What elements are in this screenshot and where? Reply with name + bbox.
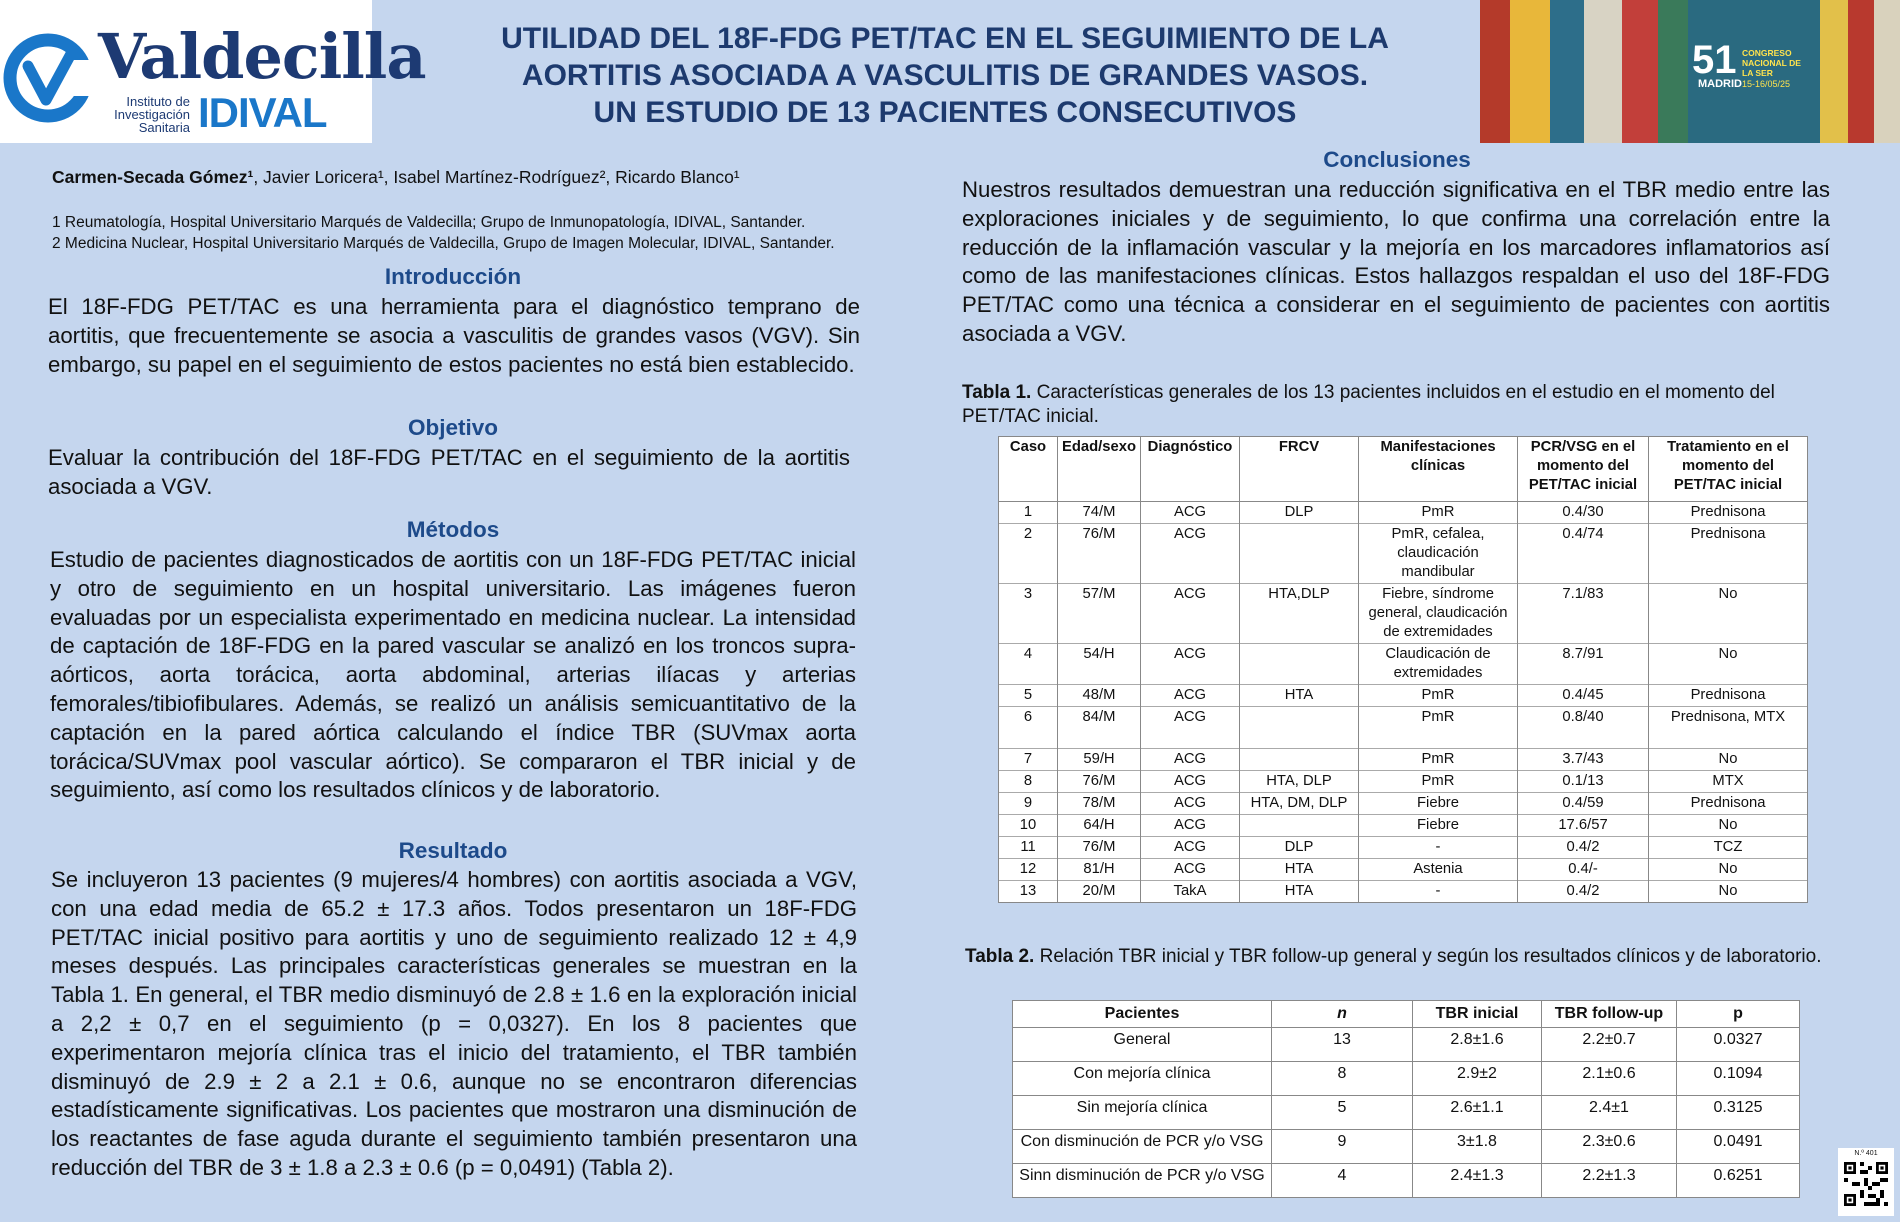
table-cell: 13 [1272,1028,1413,1062]
table-cell: HTA, DM, DLP [1240,793,1359,815]
table-cell: 0.4/2 [1518,881,1649,903]
table-cell: 74/M [1058,502,1141,524]
banner-stripe [1550,0,1584,143]
table-cell: 78/M [1058,793,1141,815]
table2-label: Tabla 2. [965,946,1035,967]
table-cell: HTA,DLP [1240,584,1359,644]
table-header: Diagnóstico [1141,437,1240,502]
table-cell: Prednisona [1649,524,1808,584]
table-cell: 0.0491 [1677,1130,1800,1164]
table-row [1013,1130,1800,1164]
table-cell: 0.4/2 [1518,837,1649,859]
table-cell: ACG [1141,644,1240,685]
table-header: FRCV [1240,437,1359,502]
table-header: n [1272,1001,1413,1028]
table-cell: ACG [1141,749,1240,771]
table-cell: MTX [1649,771,1808,793]
table-cell: 0.4/30 [1518,502,1649,524]
table-cell: 81/H [1058,859,1141,881]
table-cell: 0.1/13 [1518,771,1649,793]
table-row [1013,1062,1800,1096]
table-cell: 2.6±1.1 [1413,1096,1542,1130]
table-cell: General [1013,1028,1272,1062]
table-cell: ACG [1141,685,1240,707]
table-cell: 6 [999,707,1058,749]
table-cell: No [1649,859,1808,881]
table-cell: 57/M [1058,584,1141,644]
banner-stripe [1874,0,1900,143]
table-cell: Fiebre [1359,815,1518,837]
methods-heading: Métodos [406,517,500,542]
table-cell: ACG [1141,502,1240,524]
table-cell: 2.1±0.6 [1542,1062,1677,1096]
table-cell: 0.8/40 [1518,707,1649,749]
table-cell: 2.4±1 [1542,1096,1677,1130]
table-cell: No [1649,644,1808,685]
table-row [999,524,1808,584]
first-author: Carmen-Secada Gómez¹ [52,167,254,187]
banner-stripe [1848,0,1874,143]
table-cell: ACG [1141,771,1240,793]
affiliations [52,212,835,254]
table-cell: 1 [999,502,1058,524]
table-cell: 48/M [1058,685,1141,707]
table1-caption [962,381,1832,429]
logo-wordmark: Valdecilla [98,20,426,93]
table-cell: PmR [1359,707,1518,749]
banner-stripe [1510,0,1550,143]
table-cell [1240,644,1359,685]
table-row [999,685,1808,707]
table-cell: No [1649,881,1808,903]
logo-idival: IDIVAL [198,89,327,136]
results-heading: Resultado [398,838,508,863]
table2-caption-text: Relación TBR inicial y TBR follow-up general y según los resultados clínicos y de laboratorio. [1034,946,1822,967]
table-cell: 76/M [1058,771,1141,793]
table-cell: 0.4/74 [1518,524,1649,584]
patient-characteristics-table [998,436,1808,903]
table-cell: PmR [1359,749,1518,771]
other-authors: , Javier Loricera¹, Isabel Martínez-Rodríguez², Ricardo Blanco¹ [253,167,740,187]
banner-stripe [1584,0,1622,143]
table-header: PCR/VSG en el momento del PET/TAC inicial [1518,437,1649,502]
table-cell: 5 [999,685,1058,707]
table-cell: 20/M [1058,881,1141,903]
table-cell: TCZ [1649,837,1808,859]
table-header-row [999,437,1808,502]
valdecilla-idival-logo [0,0,426,143]
table-cell: Prednisona [1649,502,1808,524]
table-cell: 54/H [1058,644,1141,685]
title-line: AORTITIS ASOCIADA A VASCULITIS DE GRANDES VASOS. [521,59,1369,92]
table-header-row [1013,1001,1800,1028]
methods-text: Estudio de pacientes diagnosticados de aortitis con un 18F-FDG PET/TAC inicial y otro de seguimiento en un hospital universitario. Las imágenes fueron evaluadas por un especialista experimentado en medicina nuclear. La intensidad de captación de 18F-FDG en la pared vascular se analizó en los troncos supra-aórticos, aorta torácica, aorta abdominal, arterias ilíacas y arterias femorales/tibiofibulares. Además, se realizó un análisis semicuantitativo de la captación en la pared aórtica calculando el índice TBR (SUVmax aorta torácica/SUVmax pool vascular aórtico). Se compararon el TBR inicial y de seguimiento, así como los resultados clínicos y de laboratorio. [50,547,856,803]
table-cell: ACG [1141,524,1240,584]
tbr-comparison-table [1012,1000,1800,1198]
table-cell: 2.8±1.6 [1413,1028,1542,1062]
table-row [999,707,1808,749]
table-cell: 76/M [1058,524,1141,584]
table-row [999,837,1808,859]
table-cell: 2.2±1.3 [1542,1164,1677,1198]
table-cell: - [1359,837,1518,859]
table-cell: 7.1/83 [1518,584,1649,644]
affiliation: 1 Reumatología, Hospital Universitario Marqués de Valdecilla; Grupo de Inmunopatología, IDIVAL, Santander. [52,214,806,231]
table-cell: 11 [999,837,1058,859]
table-row [1013,1164,1800,1198]
table-cell: 17.6/57 [1518,815,1649,837]
table-row [999,749,1808,771]
affiliation: 2 Medicina Nuclear, Hospital Universitario Marqués de Valdecilla, Grupo de Imagen Molecular, IDIVAL, Santander. [52,235,835,252]
table1-caption-text: Características generales de los 13 pacientes incluidos en el estudio en el momento del PET/TAC inicial. [962,382,1775,427]
table-cell: ACG [1141,793,1240,815]
table-header: TBR inicial [1413,1001,1542,1028]
table-header: Caso [999,437,1058,502]
table-cell: 4 [1272,1164,1413,1198]
table-cell: 5 [1272,1096,1413,1130]
table-cell: 64/H [1058,815,1141,837]
table-cell: ACG [1141,707,1240,749]
table-cell: 8 [999,771,1058,793]
author-list [52,167,740,188]
table-cell: 0.0327 [1677,1028,1800,1062]
table-cell: PmR [1359,771,1518,793]
table-cell: PmR [1359,502,1518,524]
table-cell: 0.4/59 [1518,793,1649,815]
table-row [999,771,1808,793]
table-cell: - [1359,881,1518,903]
table-cell [1240,707,1359,749]
table-cell: No [1649,584,1808,644]
table-cell: PmR [1359,685,1518,707]
intro-heading: Introducción [384,264,522,289]
qr-code-icon [1844,1162,1888,1206]
table-header: Edad/sexo [1058,437,1141,502]
qr-code[interactable] [1838,1148,1894,1216]
table-cell: ACG [1141,837,1240,859]
table-cell: ACG [1141,815,1240,837]
table-cell: 2.2±0.7 [1542,1028,1677,1062]
banner-stripe [1480,0,1510,143]
table-cell: 59/H [1058,749,1141,771]
table-cell: HTA [1240,685,1359,707]
table-row [999,502,1808,524]
table1-label: Tabla 1. [962,382,1032,403]
conclusions-heading: Conclusiones [1323,147,1471,172]
table-cell: 13 [999,881,1058,903]
table-row [999,584,1808,644]
table-cell: 3±1.8 [1413,1130,1542,1164]
table-cell: 0.4/45 [1518,685,1649,707]
table-cell: 2.4±1.3 [1413,1164,1542,1198]
table-cell: Astenia [1359,859,1518,881]
table-cell: 3 [999,584,1058,644]
intro-text: El 18F-FDG PET/TAC es una herramienta para el diagnóstico temprano de aortitis, que frecuentemente se asocia a vasculitis de grandes vasos (VGV). Sin embargo, su papel en el seguimiento de estos pacientes no está bien establecido. [48,294,860,377]
objective-heading: Objetivo [407,415,498,440]
table-cell: HTA [1240,881,1359,903]
table-cell: Con disminución de PCR y/o VSG [1013,1130,1272,1164]
table-cell: PmR, cefalea, claudicación mandibular [1359,524,1518,584]
table-row [999,815,1808,837]
table-cell: Fiebre [1359,793,1518,815]
valdecilla-logo-mark-icon [2,32,94,124]
table-cell [1240,815,1359,837]
table-cell: No [1649,749,1808,771]
banner-stripe [1820,0,1848,143]
title-line: UN ESTUDIO DE 13 PACIENTES CONSECUTIVOS [593,96,1297,129]
congress-city: MADRID [1698,78,1742,90]
table-cell: Sinn disminución de PCR y/o VSG [1013,1164,1272,1198]
table-cell: 9 [1272,1130,1413,1164]
table-row [999,859,1808,881]
table-cell: 2 [999,524,1058,584]
table-cell: 0.6251 [1677,1164,1800,1198]
table-cell: Prednisona [1649,685,1808,707]
table-cell: 76/M [1058,837,1141,859]
table-cell: 7 [999,749,1058,771]
table-cell: Prednisona [1649,793,1808,815]
table-cell: TakA [1141,881,1240,903]
table-cell: 2.3±0.6 [1542,1130,1677,1164]
table-cell: HTA, DLP [1240,771,1359,793]
table-cell: 8 [1272,1062,1413,1096]
table-cell: 4 [999,644,1058,685]
table-cell: 2.9±2 [1413,1062,1542,1096]
objective-text: Evaluar la contribución del 18F-FDG PET/TAC en el seguimiento de la aortitis asociada a VGV. [48,445,850,499]
table-header: Pacientes [1013,1001,1272,1028]
table-cell: ACG [1141,859,1240,881]
qr-label: N.º 401 [1854,1150,1878,1157]
table-cell: 8.7/91 [1518,644,1649,685]
table-cell: Claudicación de extremidades [1359,644,1518,685]
congress-dates: 15-16/05/25 [1742,79,1791,89]
table-header: TBR follow-up [1542,1001,1677,1028]
table-cell [1240,749,1359,771]
table-cell [1240,524,1359,584]
table-row [999,793,1808,815]
congress-number: 51 [1692,38,1737,82]
table-row [999,881,1808,903]
results-text: Se incluyeron 13 pacientes (9 mujeres/4 hombres) con aortitis asociada a VGV, con una edad media de 65.2 ± 17.3 años. Todos presentaron un 18F-FDG PET/TAC inicial positivo para aortitis y uno de seguimiento realizado 12 ± 4,9 meses después. Las principales características generales se muestran en la Tabla 1. En general, el TBR medio disminuyó de 2.8 ± 1.6 en la exploración inicial a 2,2 ± 0,7 en el seguimiento (p = 0,0327). En los 8 pacientes que experimentaron mejoría clínica tras el inicio del tratamiento, el TBR también disminuyó de 2.9 ± 2 a 2.1 ± 0.6, aunque no se encontraron diferencias estadísticamente significativas. Los pacientes que mostraron una disminución de los reactantes de fase aguda durante el seguimiento también presentaron una reducción del TBR de 3 ± 1.8 a 2.3 ± 0.6 (p = 0,0491) (Tabla 2). [51,867,857,1180]
banner-stripe [1622,0,1658,143]
logo-subtitle: Instituto de Investigación Sanitaria [114,94,190,135]
table-cell: 9 [999,793,1058,815]
table-cell: ACG [1141,584,1240,644]
table-header: Tratamiento en el momento del PET/TAC inicial [1649,437,1808,502]
congress-name: CONGRESO NACIONAL DE LA SER [1742,48,1801,78]
table-cell: Fiebre, síndrome general, claudicación de extremidades [1359,584,1518,644]
table-cell: 12 [999,859,1058,881]
table2-caption [965,942,1835,971]
table-cell: 0.1094 [1677,1062,1800,1096]
table-cell: Sin mejoría clínica [1013,1096,1272,1130]
table-cell: 10 [999,815,1058,837]
table-cell: 0.3125 [1677,1096,1800,1130]
banner-stripe [1658,0,1688,143]
table-cell: No [1649,815,1808,837]
table-row [999,644,1808,685]
congress-banner [1480,0,1900,143]
table-cell: Con mejoría clínica [1013,1062,1272,1096]
table-header: p [1677,1001,1800,1028]
title-line: UTILIDAD DEL 18F-FDG PET/TAC EN EL SEGUIMIENTO DE LA [501,22,1389,55]
table-cell: Prednisona, MTX [1649,707,1808,749]
table-cell: 3.7/43 [1518,749,1649,771]
table-cell: 0.4/- [1518,859,1649,881]
table-header: Manifestaciones clínicas [1359,437,1518,502]
table-cell: 84/M [1058,707,1141,749]
conclusions-text: Nuestros resultados demuestran una reducción significativa en el TBR medio entre las exploraciones iniciales y de seguimiento, lo que confirma una correlación entre la reducción de la inflamación vascular y la mejoría en los marcadores inflamatorios así como de las manifestaciones clínicas. Estos hallazgos respaldan el uso del 18F-FDG PET/TAC como una técnica a considerar en el seguimiento de pacientes con aortitis asociada a VGV. [962,177,1830,346]
table-row [1013,1096,1800,1130]
poster-title [400,20,1490,131]
table-cell: DLP [1240,502,1359,524]
table-cell: DLP [1240,837,1359,859]
table-cell: HTA [1240,859,1359,881]
table-row [1013,1028,1800,1062]
